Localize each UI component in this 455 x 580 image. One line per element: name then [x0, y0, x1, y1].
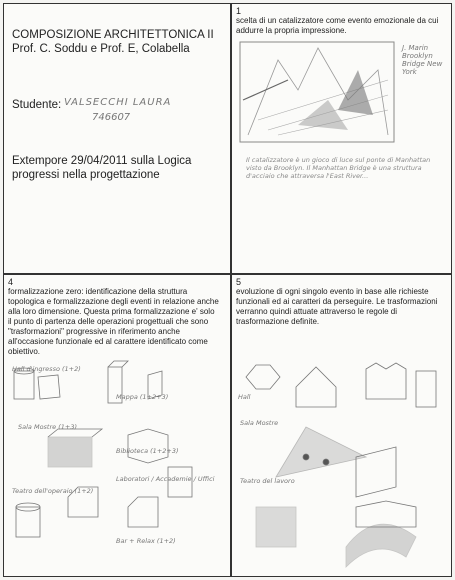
cell-5 — [232, 275, 451, 576]
label-sala-mostre: Sala Mostre (1+3) — [18, 423, 78, 431]
header-cell — [4, 4, 230, 273]
label-laboratori: Laboratori / Accademie / Uffici — [116, 475, 215, 483]
student-id: 746607 — [92, 112, 131, 123]
student-label: Studente: — [12, 99, 62, 111]
course-professors: Prof. C. Soddu e Prof. E, Colabella — [12, 43, 190, 55]
sketch-caption: J. Marin Brooklyn Bridge New York — [402, 44, 443, 76]
extempore-title — [12, 154, 222, 182]
handwritten-notes: Il catalizzatore è un gioco di luce sul ponte di Manhattan visto da Brooklyn. Il Manhattan Bridge è una struttura d'acciaio che attraversa l'East River... — [246, 156, 431, 180]
extempore-line-2: progressi nella progettazione — [12, 169, 160, 181]
label-hall: Hall — [238, 393, 251, 401]
cell-number: 1 — [236, 6, 242, 16]
label-biblioteca: Biblioteca (1+2+3) — [116, 447, 179, 455]
course-info — [12, 28, 214, 56]
student-name: VALSECCHI LAURA — [64, 97, 172, 108]
cell-number: 5 — [236, 277, 242, 287]
cell-number: 4 — [8, 277, 14, 287]
label-mappa: Mappa (1+2+3) — [116, 393, 169, 401]
label-teatro: Teatro del lavoro — [240, 477, 295, 485]
evolution-sketches — [236, 347, 448, 571]
label-teatro: Teatro dell'operaio (1+2) — [12, 487, 94, 495]
label-hall: Hall d'ingresso (1+2) — [12, 365, 81, 373]
course-title: COMPOSIZIONE ARCHITETTONICA II — [12, 29, 214, 41]
cell-description: scelta di un catalizzatore come evento emozionale da cui addurre la propria impressione. — [236, 16, 439, 35]
cell-1 — [232, 4, 451, 273]
exercise-sheet — [3, 3, 452, 577]
extempore-line-1: Extempore 29/04/2011 sulla Logica — [12, 155, 192, 167]
cell-description: formalizzazione zero: identificazione della struttura topologica e formalizzazione degli eventi in relazione anche alla loro dimensione. Questa prima formalizzazione e' solo il punto di partenza delle operazioni progettuali che sono "trasformazioni" progressive in riferimento anche all'occasione funzionale ed al carattere identificato come obiettivo. — [8, 287, 219, 356]
bridge-sketch — [238, 40, 398, 148]
cell-description: evoluzione di ogni singolo evento in base alle richieste funzionali ed ai caratteri da perseguire. Le trasformazioni verranno quindi attuate attraverso le regole di trasformazione definite. — [236, 287, 438, 326]
label-bar: Bar + Relax (1+2) — [116, 537, 176, 545]
cell-4 — [4, 275, 230, 576]
label-sala-mostre: Sala Mostre — [240, 419, 279, 427]
